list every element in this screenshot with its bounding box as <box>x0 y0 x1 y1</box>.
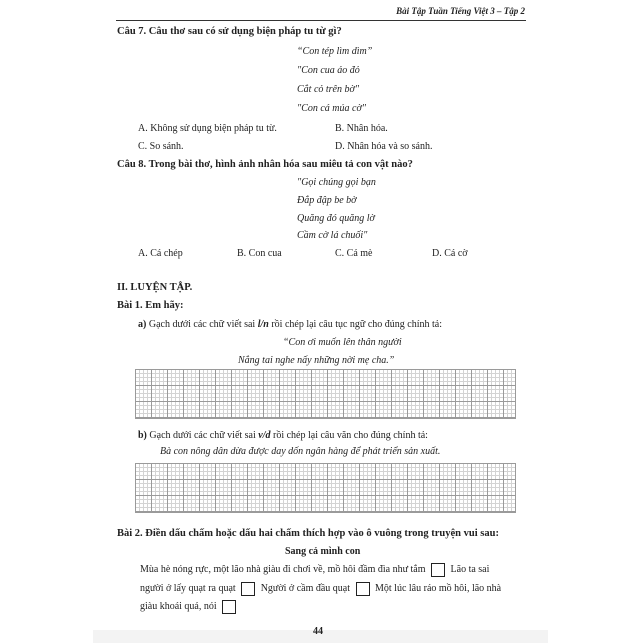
section-heading: II. LUYỆN TẬP. <box>117 282 193 293</box>
bai2-text: Mùa hè nóng rực, một lão nhà giàu đi chơi về, mồ hôi đầm đìa như tắm <box>140 564 426 575</box>
answer-box[interactable] <box>241 582 255 596</box>
bai2-text: Một lúc lâu ráo mồ hôi, lão nhà <box>375 583 502 594</box>
writing-grid-a[interactable] <box>135 369 516 419</box>
q8-title: Câu 8. Trong bài thơ, hình ảnh nhân hóa sau miêu tả con vật nào? <box>117 159 413 170</box>
bai2-story-title: Sang cả mình con <box>285 546 361 557</box>
bai1-a-label: a) <box>138 319 147 330</box>
q7-poem-line: "Con cua áo đỏ <box>297 65 360 76</box>
q7-option-a[interactable]: A. Không sử dụng biện pháp tu từ. <box>138 123 277 134</box>
bai2-line-2 <box>140 581 501 597</box>
bai1-a-quote-line: Nắng tai nghe nấy những nời mẹ cha.” <box>238 355 395 366</box>
q8-poem-line: Đắp đập be bờ <box>297 195 357 206</box>
q8-poem-line: Cầm cờ lá chuối" <box>297 230 368 241</box>
bai1-b-text: Gạch dưới các chữ viết sai <box>149 430 259 441</box>
bai2-text: Người ở cầm đầu quạt <box>260 583 351 594</box>
bai1-a-emph: l/n <box>257 319 269 330</box>
running-header: Bài Tập Tuần Tiếng Việt 3 – Tập 2 <box>396 6 525 16</box>
bai2-text: người ở lấy quạt ra quạt <box>140 583 236 594</box>
answer-box[interactable] <box>356 582 370 596</box>
q7-poem-line: Cắt cỏ trên bờ" <box>297 84 360 95</box>
bai2-title: Bài 2. Điền dấu chấm hoặc dấu hai chấm thích hợp vào ô vuông trong truyện vui sau: <box>117 528 499 539</box>
q8-option-d[interactable]: D. Cá cờ <box>432 248 468 259</box>
bai1-a-quote-line: “Con ơi muốn lên thân người <box>283 337 402 348</box>
bai1-b-label: b) <box>138 430 147 441</box>
bai1-b-quote: Bà con nông dân dừa được day dốn ngân hàng để phát triển sản xuất. <box>160 446 441 457</box>
q7-poem-line: "Con cá múa cờ" <box>297 103 367 114</box>
bai1-title: Bài 1. Em hãy: <box>117 300 184 311</box>
q8-poem-line: Quăng đó quăng lờ <box>297 213 375 224</box>
q8-option-c[interactable]: C. Cá mè <box>335 248 373 259</box>
writing-grid-b[interactable] <box>135 463 516 513</box>
bai1-b-emph: v/d <box>258 430 271 441</box>
answer-box[interactable] <box>431 563 445 577</box>
q8-option-a[interactable]: A. Cá chép <box>138 248 183 259</box>
q7-option-b[interactable]: B. Nhân hóa. <box>335 123 388 134</box>
q7-poem-line: “Con tép lìm dìm” <box>297 46 373 57</box>
q7-option-c[interactable]: C. So sánh. <box>138 141 184 152</box>
bai1-b-instruction <box>138 430 428 441</box>
page-number: 44 <box>313 626 323 637</box>
header-rule <box>116 20 526 21</box>
bai2-text: Lão ta sai <box>450 564 490 575</box>
bai2-line-1 <box>140 562 489 578</box>
bai1-a-instruction <box>138 319 442 330</box>
q7-title: Câu 7. Câu thơ sau có sử dụng biện pháp tu từ gì? <box>117 26 342 37</box>
q8-poem-line: "Gọi chúng gọi bạn <box>297 177 376 188</box>
bai1-a-text: Gạch dưới các chữ viết sai <box>148 319 258 330</box>
bai2-text: giàu khoái quá, nói <box>140 601 217 612</box>
bai1-a-text-after: rồi chép lại câu tục ngữ cho đúng chính tả: <box>268 319 442 330</box>
q8-option-b[interactable]: B. Con cua <box>237 248 282 259</box>
bai1-b-text-after: rồi chép lại câu văn cho đúng chính tả: <box>270 430 428 441</box>
bai2-line-3 <box>140 599 239 615</box>
answer-box[interactable] <box>222 600 236 614</box>
q7-option-d[interactable]: D. Nhân hóa và so sánh. <box>335 141 433 152</box>
